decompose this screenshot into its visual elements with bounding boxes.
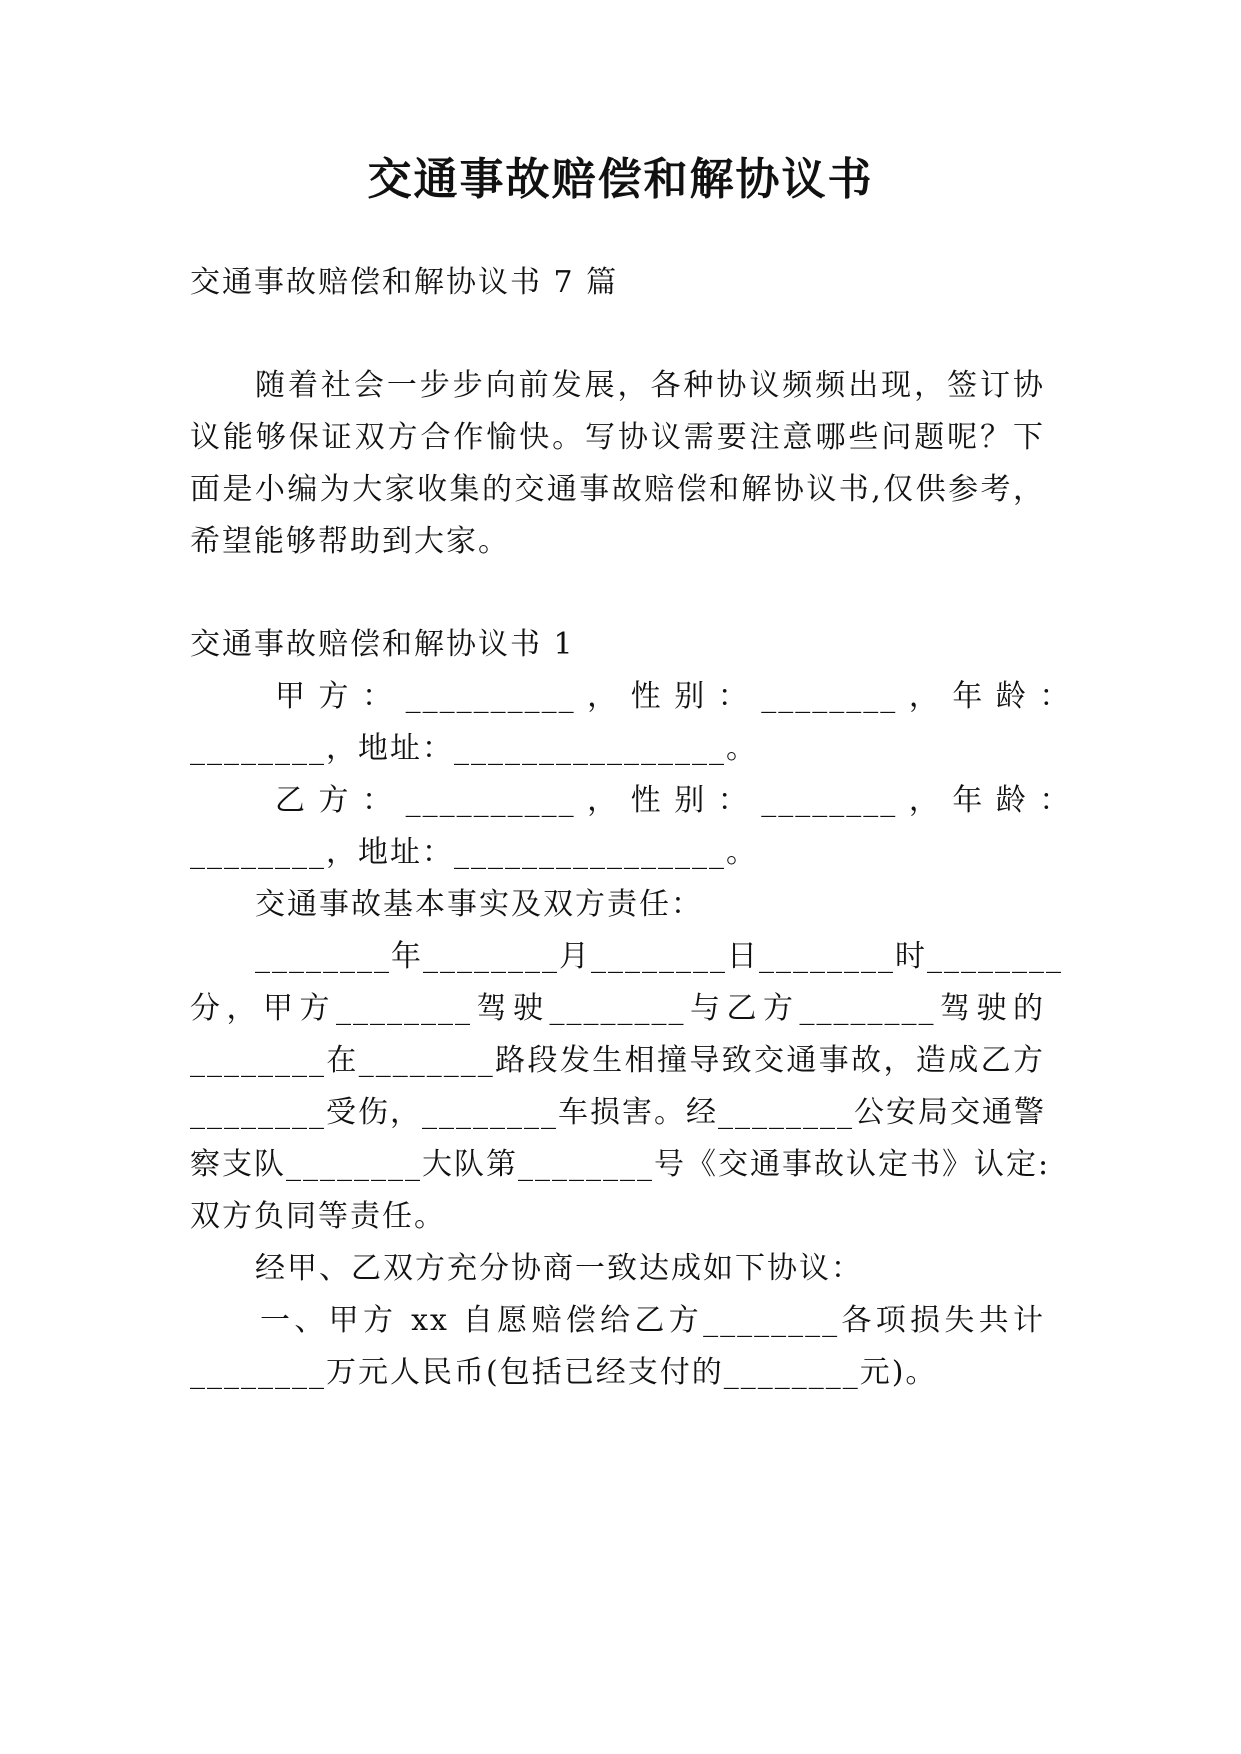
clause-1-line-1: 一、甲方 xx 自愿赔偿给乙方________各项损失共计	[260, 1303, 1045, 1338]
party-a-line-2: ________，地址：________________。	[190, 731, 758, 766]
agreement-heading: 经甲、乙双方充分协商一致达成如下协议：	[255, 1251, 863, 1286]
facts-line-5: 察支队________大队第________号《交通事故认定书》认定:	[190, 1147, 1051, 1182]
party-b-line-1: 乙 方 ： __________ ， 性 别 ： ________ ， 年 龄 ：	[275, 783, 1072, 818]
intro-line-3: 面是小编为大家收集的交通事故赔偿和解协议书,仅供参考，	[190, 472, 1045, 507]
party-a-line-1: 甲 方 ： __________ ， 性 别 ： ________ ， 年 龄 ：	[275, 679, 1072, 714]
intro-line-4: 希望能够帮助到大家。	[190, 524, 510, 559]
facts-line-1: ________年________月________日________时________	[255, 939, 1063, 974]
intro-line-1: 随着社会一步步向前发展，各种协议频频出现，签订协	[255, 368, 1045, 403]
facts-line-2: 分，甲方________驾驶________与乙方________驾驶的	[190, 991, 1045, 1026]
document-subtitle: 交通事故赔偿和解协议书 7 篇	[190, 265, 619, 300]
facts-line-6: 双方负同等责任。	[190, 1199, 446, 1234]
document-title: 交通事故赔偿和解协议书	[367, 154, 874, 205]
party-b-line-2: ________，地址：________________。	[190, 835, 758, 870]
facts-line-4: ________受伤，________车损害。经________公安局交通警	[190, 1095, 1046, 1130]
intro-line-2: 议能够保证双方合作愉快。写协议需要注意哪些问题呢？下	[190, 420, 1045, 455]
section-heading: 交通事故赔偿和解协议书 1	[190, 627, 575, 662]
clause-1-line-2: ________万元人民币(包括已经支付的________元)。	[190, 1355, 938, 1390]
facts-heading: 交通事故基本事实及双方责任：	[255, 887, 703, 922]
facts-line-3: ________在________路段发生相撞导致交通事故，造成乙方	[190, 1043, 1045, 1078]
